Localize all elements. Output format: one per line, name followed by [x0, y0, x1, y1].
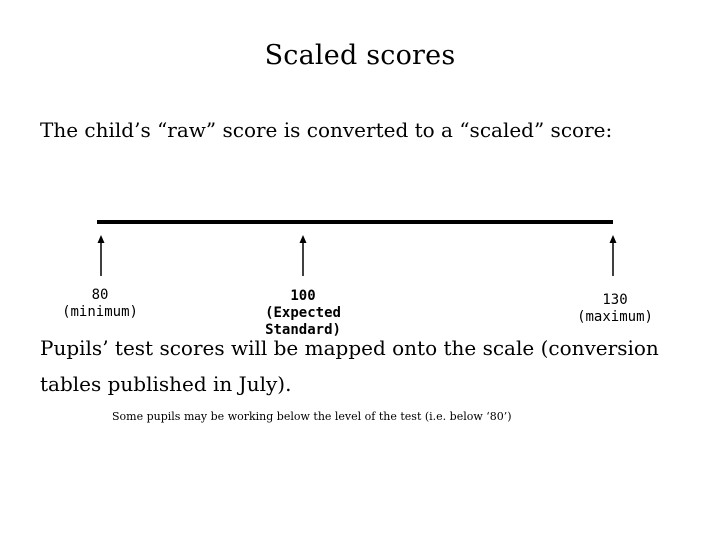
- scale-note-minimum: (minimum): [62, 304, 138, 320]
- arrow-80: [98, 235, 105, 276]
- scale-label-minimum: [50, 287, 150, 321]
- scale-value-100: 100: [290, 288, 316, 304]
- page-title: Scaled scores: [264, 40, 456, 71]
- scale-label-maximum: [560, 292, 670, 326]
- intro-text: The child’s “raw” score is converted to a “scaled” score:: [40, 118, 613, 142]
- arrow-100: [300, 235, 307, 276]
- scale-note-maximum: (maximum): [577, 309, 653, 325]
- scale-value-130: 130: [602, 292, 628, 308]
- arrow-130: [610, 235, 617, 276]
- scale-note-expected: (Expected Standard): [265, 305, 341, 338]
- body-text: Pupils’ test scores will be mapped onto the scale (conversion tables published in July).: [40, 336, 659, 396]
- scale-value-80: 80: [91, 287, 109, 303]
- footnote: Some pupils may be working below the level of the test (i.e. below ‘80’): [112, 410, 512, 423]
